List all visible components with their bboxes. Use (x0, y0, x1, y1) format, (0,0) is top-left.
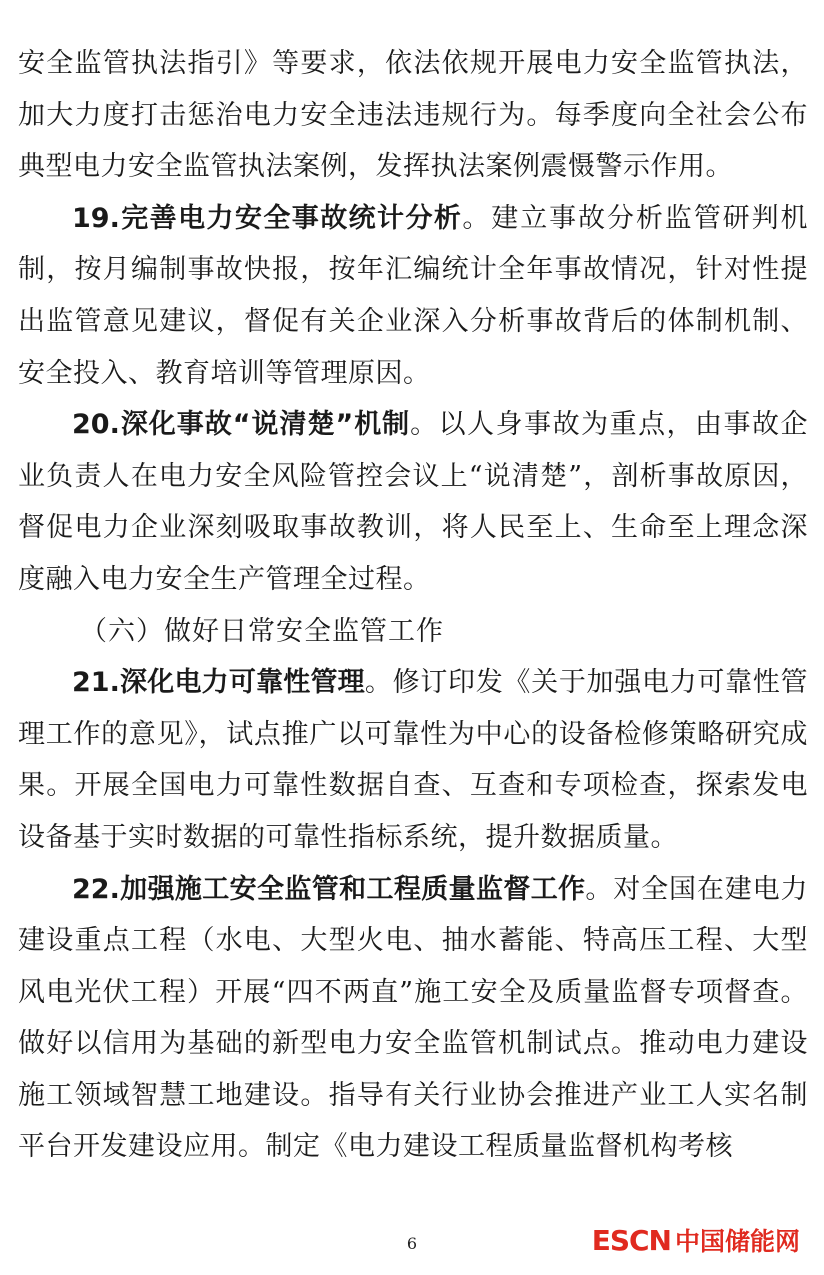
paragraph-text: 。修订印发《关于加强电力可靠性管理工作的意见》，试点推广以可靠性为中心的设备检修策略研究成果。开展全国电力可靠性数据自查、互查和专项检查，探索发电设备基于实时数据的可靠性指标系统，提升数据质量。 (18, 667, 808, 853)
paragraph-text: 安全监管执法指引》等要求，依法依规开展电力安全监管执法，加大力度打击惩治电力安全违法违规行为。每季度向全社会公布典型电力安全监管执法案例，发挥执法案例震慑警示作用。 (18, 48, 808, 183)
paragraph-text: 。建立事故分析监管研判机制，按月编制事故快报，按年汇编统计全年事故情况，针对性提出监管意见建议，督促有关企业深入分析事故背后的体制机制、安全投入、教育培训等管理原因。 (18, 202, 808, 389)
paragraph-text: 。对全国在建电力建设重点工程（水电、大型火电、抽水蓄能、特高压工程、大型风电光伏工程）开展“四不两直”施工安全及质量监督专项督查。做好以信用为基础的新型电力安全监管机制试点。推动电力建设施工领域智慧工地建设。指导有关行业协会推进产业工人实名制平台开发建设应用。制定《电力建设工程质量监督机构考核 (18, 873, 808, 1163)
escn-watermark-logo (592, 1222, 800, 1258)
paragraph-20 (18, 399, 808, 605)
paragraph-heading: 22.加强施工安全监管和工程质量监督工作 (72, 873, 586, 905)
watermark-chinese-text: 中国储能网 (674, 1227, 800, 1256)
paragraph-heading: 21.深化电力可靠性管理 (72, 667, 365, 699)
watermark-latin-text: ESCN (591, 1223, 671, 1257)
paragraph-22 (18, 864, 808, 1174)
paragraph-continuation (18, 38, 808, 193)
paragraph-19 (18, 193, 808, 399)
page-number: 6 (406, 1234, 418, 1253)
document-page (18, 38, 808, 1173)
paragraph-21 (18, 657, 808, 863)
paragraph-heading: 20.深化事故“说清楚”机制 (72, 409, 411, 441)
section-heading: （六）做好日常安全监管工作 (80, 615, 444, 647)
paragraph-text: 。以人身事故为重点，由事故企业负责人在电力安全风险管控会议上“说清楚”，剖析事故原因，督促电力企业深刻吸取事故教训，将人民至上、生命至上理念深度融入电力安全生产管理全过程。 (18, 409, 809, 595)
paragraph-heading: 19.完善电力安全事故统计分析 (72, 202, 463, 234)
